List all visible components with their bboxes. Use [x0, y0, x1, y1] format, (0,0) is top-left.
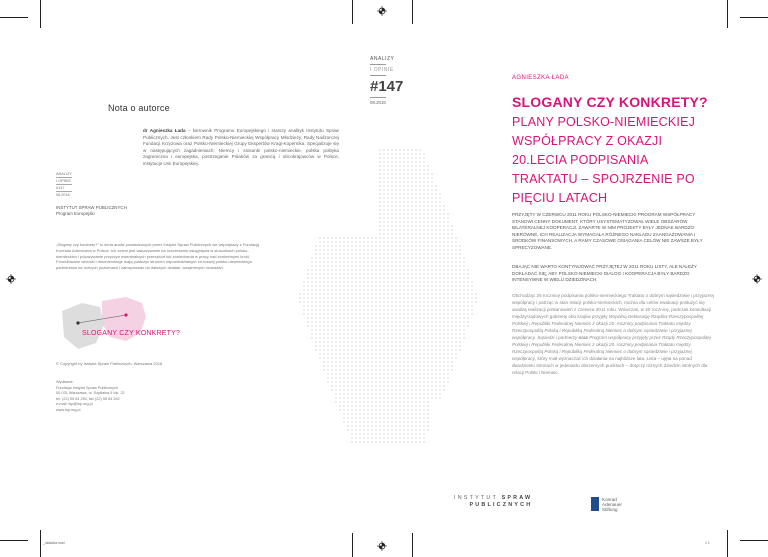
registration-mark-icon [377, 541, 387, 551]
issue-date: 08.2016 [370, 100, 386, 105]
map-label: SLOGANY CZY KONKRETY? [82, 330, 181, 337]
registration-mark-icon [752, 274, 762, 284]
series-label: ANALIZY [370, 56, 395, 62]
crop-mark [727, 0, 728, 28]
issue-number: #147 [370, 78, 404, 95]
kas-logo-mark-icon [591, 497, 599, 511]
crop-mark [740, 17, 768, 18]
mini-meta-sub: I OPINIE [56, 179, 71, 183]
program-name: Program Europejski [56, 211, 95, 217]
publisher-name: Fundacja Instytut Spraw Publicznych [56, 385, 119, 390]
crop-mark [352, 533, 353, 557]
kas-line-3: Stiftung [602, 507, 618, 513]
institute-name: INSTYTUT SPRAW PUBLICZNYCH [56, 205, 127, 210]
mini-meta-number: #147 [56, 186, 65, 190]
publisher-address: 00-031 Warszawa, ul. Szpitalna 5 lok. 22 [56, 391, 125, 396]
registration-mark-icon [6, 274, 16, 284]
dot-pattern-decoration [278, 148, 498, 448]
body-text-a: Obchodząc 25 rocznicę podpisania polsko-niemieckiego Traktatu o dobrym sąsiedztwie i przyjaznej współpracy i patrząc w stan relacji polsko-niemieckich, można dla celów ewaluacji posłużyć się analizą realizacji postanowień z czerwca 2011 roku. Wówczas, w 20 rocznicę, podczas konsultacji międzyrządowych gabinety obu krajów przyjęły [512, 293, 714, 319]
title-sub: PLANY POLSKO-NIEMIECKIEJ WSPÓŁPRACY Z OKAZJI 20.LECIA PODPISANIA TRAKTATU – SPOJRZENIE PO PIĘCIU LATACH [512, 115, 696, 205]
body-text-c: , który miał wyznaczać ich działania na najbliższe lata. Lista – ujęta na ponad dwudziestu stronach w jedenastu obszernych punktach – dotyczy różnych dziedzin istotnych dla relacji Polski i Niemiec. [512, 356, 708, 375]
body-paragraph [512, 292, 714, 376]
crop-mark [412, 0, 413, 24]
lead-paragraph: PRZYJĘTY W CZERWCU 2011 ROKU POLSKO-NIEMIECKI PROGRAM WSPÓŁPRACY STANOWI CENNY DOKUMENT, KTÓRY USYSTEMATYZOWAŁ WIELE OBSZARÓW BILATERALNEJ KOOPERACJI. ZAWARTE W NIM PROJEKTY BYŁY JEDNAK BARDZO NIERÓWNE, ICH REALIZACJA WYMAGAŁA RÓŻNEGO NAKŁADU ZAANGAŻOWANIA I ŚRODKÓW FINANSOWYCH, A RAMY CZASOWE OSIĄGANIA CELÓW NIE ZAWSZE BYŁY SPRECYZOWANE. [512, 212, 703, 250]
publisher-heading: Wydawca: [56, 380, 74, 384]
author-bio: – kierownik Programu Europejskiego i starszy analityk Instytutu Spraw Publicznych. Jest członkiem Rady Polsko-Niemieckiej Współpracy Młodzieży, Rady Nadzorczej Fundacji Krzyżowa oraz Polsko-Niemieckiej Grupy Ekspertów Kragi-Kopernika. Specjalizuje się w następujących zagadnieniach: Niemcy i stosunki polsko-niemieckie, polska polityka zagraniczna i europejska, postrzeganie Polaków za granicą i obcokrajowców w Polsce, instytucje Unii Europejskiej. [143, 128, 340, 166]
file-slug: _okladka.indd [43, 541, 65, 545]
copyright: © Copyright by Instytut Spraw Publicznych, Warszawa 2016 [56, 361, 163, 366]
isp-logo [454, 495, 532, 509]
crop-mark [727, 530, 728, 557]
crop-mark [40, 530, 41, 557]
crop-mark [40, 0, 41, 28]
publisher-website: www.isp.org.pl [56, 407, 81, 412]
publisher-phone: tel. (22) 55 64 260, fax (22) 55 64 262 [56, 396, 120, 401]
title-main: SLOGANY CZY KONKRETY? [512, 94, 708, 110]
lead-paragraph-2: DBAJĄC NIE WARTO KONTYNUOWAĆ PRZYJĘTEJ W 2011 ROKU LISTY, ALE NALEŻY DOKŁADAĆ SIĘ, ABY POLSKO-NIEMIECKI DIALOG I KOOPERACJA BYŁY BARDZO INTENSYWNE W WIELU DZIEDZINACH. [512, 264, 697, 283]
author-heading: AGNIESZKA ŁADA [512, 75, 569, 81]
map-illustration [56, 293, 196, 363]
kas-line-2: Adenauer [602, 502, 622, 508]
mini-meta-series: ANALIZY [56, 172, 72, 176]
isp-logo-line2: PUBLICZNYCH [469, 502, 533, 508]
crop-mark [0, 17, 28, 18]
institute-block [56, 205, 127, 218]
map-germany-shape [62, 303, 104, 349]
series-sub: I OPINIE [370, 67, 394, 73]
isp-logo-line1b: SPRAW [501, 495, 533, 501]
kas-line-1: Konrad [602, 497, 617, 502]
author-name: dr Agnieszka Łada [143, 128, 186, 133]
crop-mark [352, 0, 353, 24]
body-italic-2: Program współpracy przyjęty przez Rządy Rzeczypospolitej Polskiej i Republiki Federalnej Niemiec z okazji 20. rocznicy podpisania Traktatu między Rzeczpospolitą Polską i Republiką Federalną Niemiec o dobrym sąsiedztwie i przyjaznej współpracy [512, 335, 711, 361]
crop-mark [0, 540, 28, 541]
mini-meta-date: 08.2016 [56, 193, 70, 197]
registration-mark-icon [377, 6, 387, 16]
note-title: Nota o autorce [108, 103, 170, 113]
page-marker: 1 1 [705, 541, 710, 545]
mini-meta [56, 171, 72, 198]
crop-mark [412, 533, 413, 557]
isp-logo-line1a: INSTYTUT [454, 495, 502, 501]
crop-mark [740, 540, 768, 541]
body-text-b: oraz [577, 335, 590, 340]
publisher-block [56, 380, 125, 414]
body-italic-1: Wspólną Deklarację Rządów Rzeczypospolitej Polskiej i Republiki Federalnej Niemiec z okazji 20. rocznicy podpisania Traktatu między Rzeczpospolitą Polską i Republiką Federalną Niemiec o dobrym sąsiedztwie i przyjaznej współpracy. Sąsiedzi i partnerzy [512, 314, 704, 340]
publisher-email: e-mail: isp@isp.org.pl [56, 402, 93, 407]
series-description: „Slogany czy konkrety?” to seria analiz prowadzonych przez Instytut Spraw Publicznych we współpracy z Fundacją Konrada Adenauera w Polsce. Ich celem jest wskazywanie na rozczesanie osiągnięcia w stosunkach polsko-niemieckich i pokazywanie przyczyn ewentualnych przeszkód lub zaniechania w pracy nad konkretnymi kroki. Formułowane wnioski i rekomendacje mają posłużyć stronom odpowiedzialnym za rozwój polsko-niemieckiego partnerstwa na różnych poziomach i zainspirować do dalszych działań, wzajemnych rozważań. [56, 242, 260, 271]
series-badge [370, 56, 403, 105]
kas-logo [602, 497, 622, 513]
